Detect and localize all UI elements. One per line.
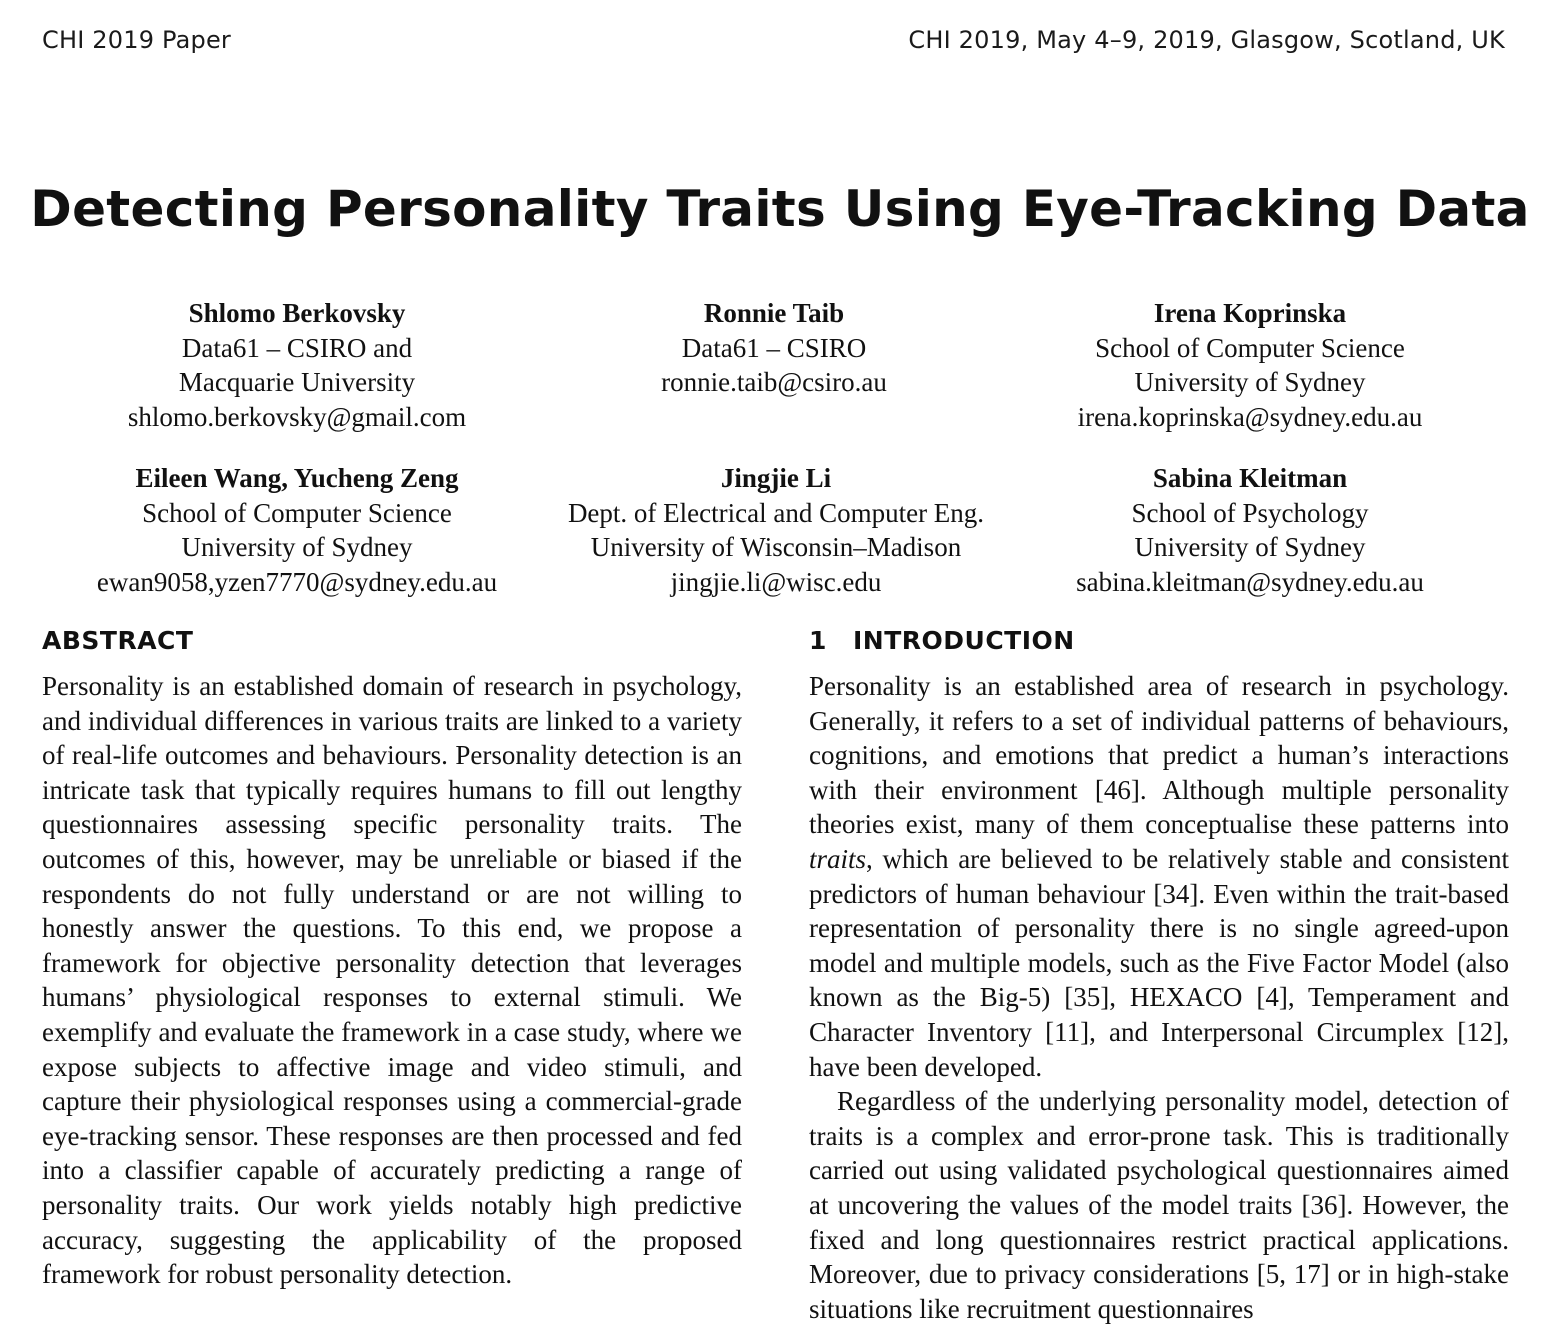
author-block — [128, 296, 466, 434]
author-affiliation: Data61 – CSIRO and — [181, 332, 413, 363]
author-block — [97, 461, 497, 599]
author-name: Irena Koprinska — [1153, 298, 1347, 328]
author-block — [1078, 296, 1423, 434]
running-header — [42, 26, 1505, 54]
introduction-paragraph-1 — [809, 669, 1509, 1084]
author-affiliation: University of Wisconsin–Madison — [590, 532, 962, 563]
author-email: shlomo.berkovsky@gmail.com — [127, 401, 467, 432]
author-affiliation: Data61 – CSIRO — [681, 332, 867, 363]
author-affiliation: University of Sydney — [181, 532, 413, 563]
author-block — [661, 296, 887, 400]
running-header-right: CHI 2019, May 4–9, 2019, Glasgow, Scotland, UK — [908, 26, 1505, 54]
introduction-column — [809, 669, 1509, 1326]
author-email: sabina.kleitman@sydney.edu.au — [1076, 566, 1424, 597]
paragraph-text: Personality is an established area of research in psychology. Generally, it refers to a set of individual patterns of behaviours, cognitions, and emotions that predict a human’s interactions with their environment [46]. Although multiple personality theories exist, many of them conceptualise these patterns into — [809, 671, 1509, 840]
author-name: Ronnie Taib — [703, 298, 845, 328]
author-name: Eileen Wang, Yucheng Zeng — [135, 463, 459, 493]
author-name: Jingjie Li — [720, 463, 832, 493]
author-email: irena.koprinska@sydney.edu.au — [1077, 401, 1423, 432]
abstract-heading: ABSTRACT — [42, 626, 194, 655]
author-affiliation: School of Computer Science — [142, 497, 452, 528]
section-title: INTRODUCTION — [853, 626, 1075, 655]
author-email: ewan9058,yzen7770@sydney.edu.au — [96, 566, 498, 597]
author-affiliation: School of Psychology — [1131, 497, 1369, 528]
introduction-paragraph-2: Regardless of the underlying personality model, detection of traits is a complex and error-prone task. This is traditionally carried out using validated psychological questionnaires aimed at uncovering the values of the model traits [36]. However, the fixed and long questionnaires restrict practical applications. Moreover, due to privacy considerations [5, 17] or in high-stake situations like recruitment questionnaires — [809, 1086, 1509, 1324]
introduction-heading — [809, 626, 1075, 655]
author-affiliation: Dept. of Electrical and Computer Eng. — [567, 497, 985, 528]
running-header-left: CHI 2019 Paper — [42, 26, 231, 54]
author-block — [568, 461, 984, 599]
paragraph-text: , which are believed to be relatively stable and consistent predictors of human behaviour [34]. Even within the trait-based representation of personality there is no single agreed-upon model and multiple models, such as the Five Factor Model (also known as the Big-5) [35], HEXACO [4], Temperament and Character Inventory [11], and Interpersonal Circumplex [12], have been developed. — [809, 843, 1509, 1082]
author-name: Shlomo Berkovsky — [188, 298, 406, 328]
section-number: 1 — [809, 626, 827, 655]
author-email: jingjie.li@wisc.edu — [670, 566, 882, 597]
author-email: ronnie.taib@csiro.au — [661, 367, 887, 398]
author-affiliation: Macquarie University — [178, 367, 416, 398]
author-block — [1076, 461, 1424, 599]
author-affiliation: School of Computer Science — [1095, 332, 1405, 363]
paper-title: Detecting Personality Traits Using Eye-Tracking Data — [30, 180, 1530, 238]
author-affiliation: University of Sydney — [1134, 532, 1366, 563]
author-name: Sabina Kleitman — [1152, 463, 1348, 493]
abstract-text: Personality is an established domain of research in psychology, and individual differences in various traits are linked to a variety of real-life outcomes and behaviours. Personality detection is an intricate task that typically requires humans to fill out lengthy questionnaires assessing specific personality traits. The outcomes of this, however, may be unreliable or biased if the respondents do not fully understand or are not willing to honestly answer the questions. To this end, we propose a framework for objective personality detection that leverages humans’ physiological responses to external stimuli. We exemplify and evaluate the framework in a case study, where we expose subjects to affective image and video stimuli, and capture their physiological responses using a commercial-grade eye-tracking sensor. These responses are then processed and fed into a classifier capable of accurately predicting a range of personality traits. Our work yields notably high predictive accuracy, suggesting the applicability of the proposed framework for robust personality detection. — [42, 671, 742, 1290]
emphasis-text: traits — [809, 843, 867, 874]
author-affiliation: University of Sydney — [1134, 367, 1366, 398]
abstract-column — [42, 669, 742, 1292]
